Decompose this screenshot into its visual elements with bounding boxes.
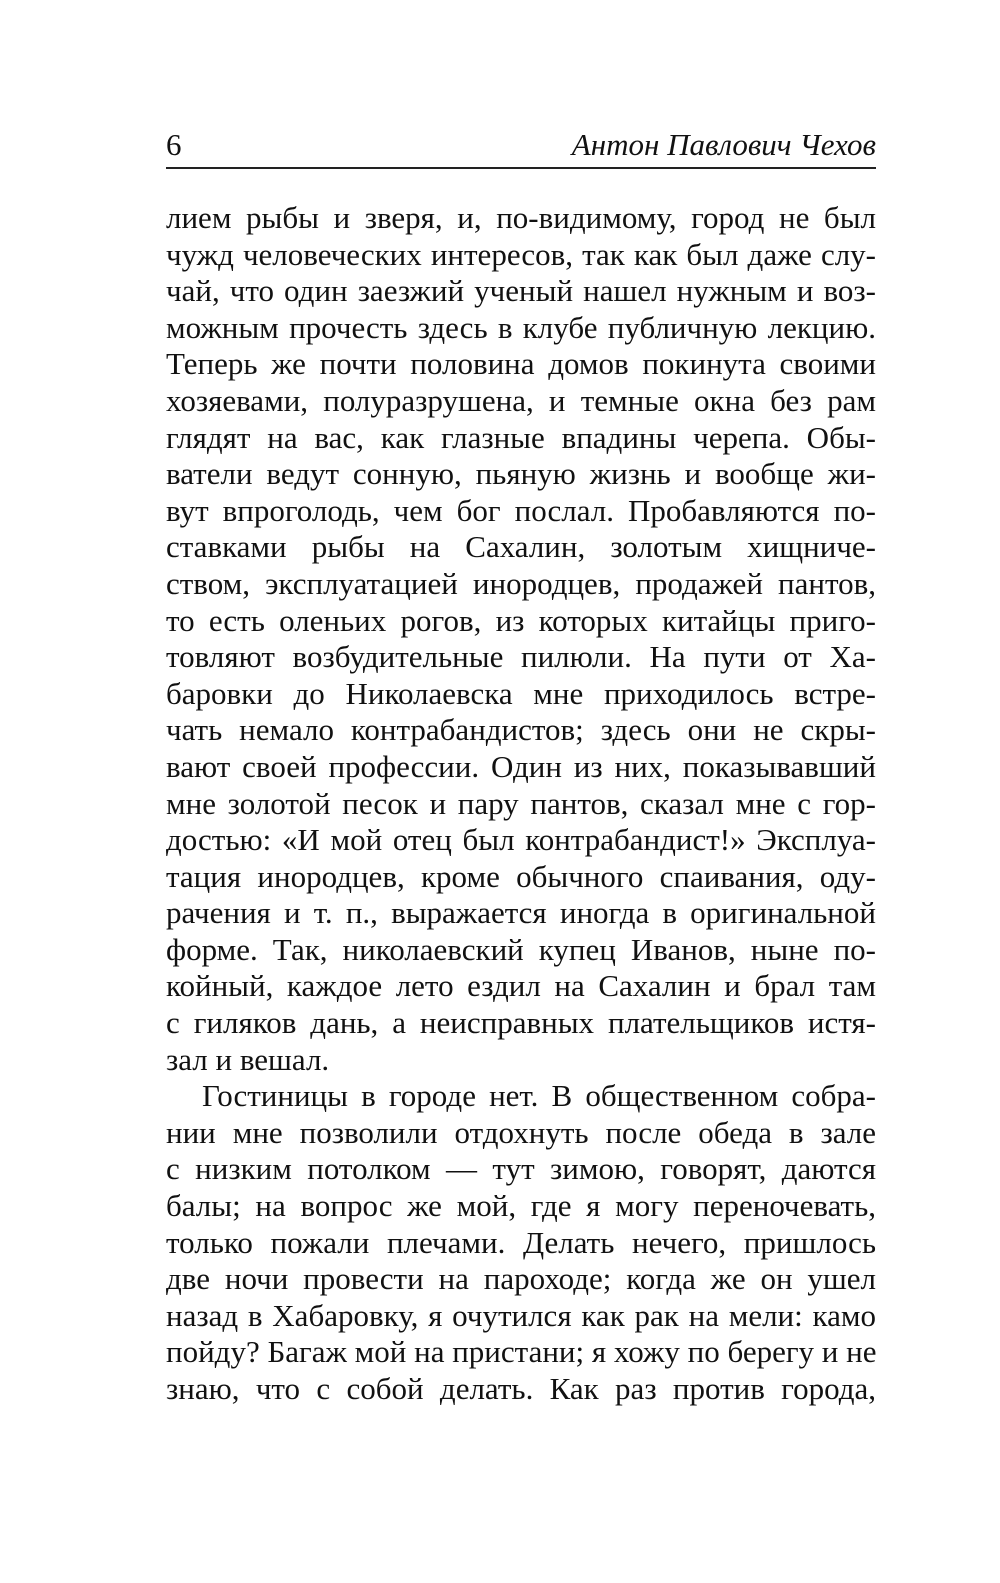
page-number: 6 <box>166 127 182 162</box>
text-line: хозяевами, полуразрушена, и темные окна без рам <box>166 382 876 418</box>
text-line: ством, эксплуатацией инородцев, продажей пантов, <box>166 565 876 601</box>
running-head <box>166 125 876 167</box>
text-line: мне золотой песок и пару пантов, сказал мне с гор- <box>166 785 876 821</box>
text-line: вут впроголодь, чем бог послал. Пробавляются по- <box>166 492 876 528</box>
text-line: можным прочесть здесь в клубе публичную лекцию. <box>166 309 876 345</box>
text-line: форме. Так, николаевский купец Иванов, ныне по- <box>166 931 876 967</box>
text-line: Теперь же почти половина домов покинута своими <box>166 346 876 382</box>
text-line: то есть оленьих рогов, из которых китайцы приго- <box>166 602 876 638</box>
text-line: только пожали плечами. Делать нечего, пришлось <box>166 1224 876 1260</box>
text-line: глядят на вас, как глазные впадины черепа. Обы- <box>166 419 876 455</box>
body-text <box>166 200 876 1408</box>
text-line: нии мне позволили отдохнуть после обеда в зале <box>166 1114 876 1150</box>
text-line: товляют возбудительные пилюли. На пути от Ха- <box>166 639 876 675</box>
text-line: ставками рыбы на Сахалин, золотым хищниче- <box>166 529 876 565</box>
text-line: две ночи провести на пароходе; когда же он ушел <box>166 1261 876 1297</box>
text-line: пойду? Багаж мой на пристани; я хожу по берегу и не <box>166 1334 877 1370</box>
text-line: назад в Хабаровку, я очутился как рак на мели: камо <box>166 1297 876 1333</box>
text-line: ватели ведут сонную, пьяную жизнь и вообще жи- <box>166 456 876 492</box>
text-line: знаю, что с собой делать. Как раз против города, <box>166 1371 876 1406</box>
text-line: с низким потолком — тут зимою, говорят, даются <box>166 1151 876 1187</box>
author-name: Антон Павлович Чехов <box>571 127 876 162</box>
text-line: тация инородцев, кроме обычного спаивания, оду- <box>166 858 876 894</box>
text-line: рачения и т. п., выражается иногда в оригинальной <box>166 895 876 931</box>
text-line: с гиляков дань, а неисправных плательщиков истя- <box>166 1005 876 1041</box>
text-line: койный, каждое лето ездил на Сахалин и брал там <box>166 968 876 1004</box>
text-line: баровки до Николаевска мне приходилось встре- <box>166 675 876 711</box>
text-line: чужд человеческих интересов, так как был даже слу- <box>166 236 876 272</box>
text-line: лием рыбы и зверя, и, по-видимому, город не был <box>166 200 876 235</box>
header-rule <box>166 167 876 169</box>
text-line: балы; на вопрос же мой, где я могу переночевать, <box>166 1188 876 1224</box>
paragraph-start-line: Гостиницы в городе нет. В общественном собра- <box>202 1078 876 1114</box>
paragraph-end-line: зал и вешал. <box>166 1041 330 1077</box>
text-line: достью: «И мой отец был контрабандист!» Эксплуа- <box>166 822 876 858</box>
text-line: вают своей профессии. Один из них, показывавший <box>166 748 876 784</box>
text-line: чай, что один заезжий ученый нашел нужным и воз- <box>166 273 876 309</box>
text-line: чать немало контрабандистов; здесь они не скры- <box>166 712 876 748</box>
